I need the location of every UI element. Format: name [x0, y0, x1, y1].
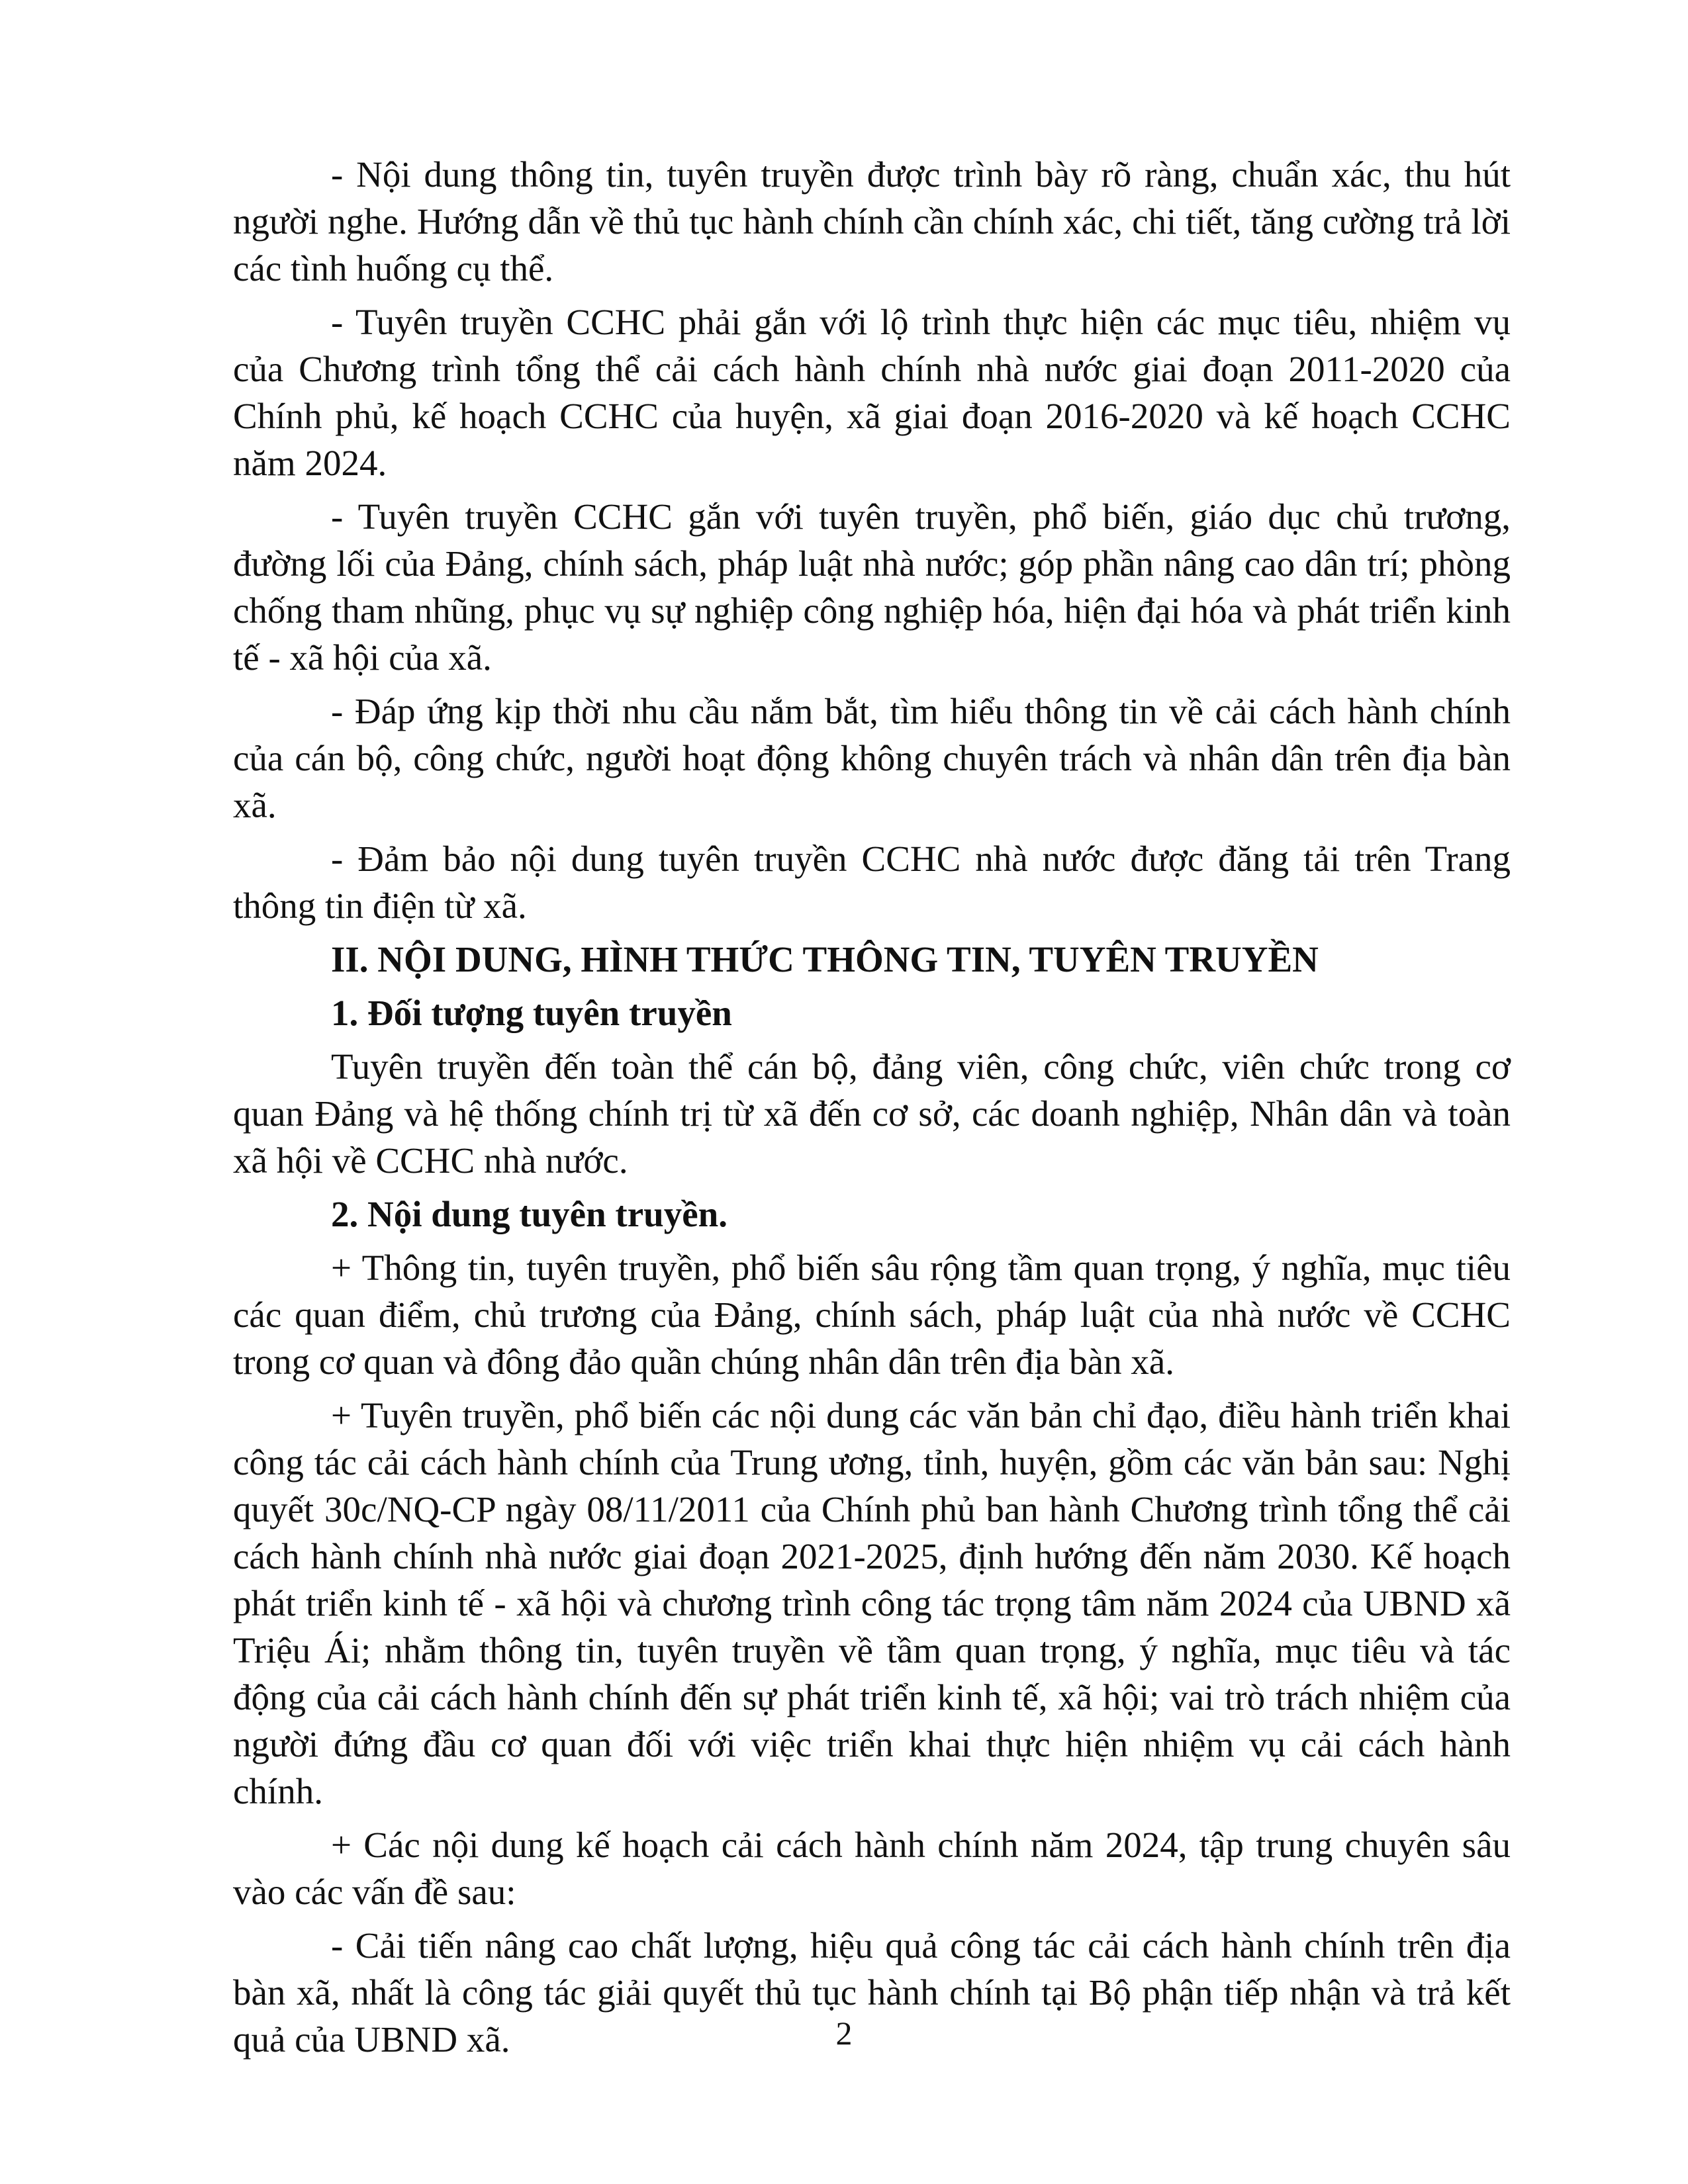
paragraph-quality-improvement: - Cải tiến nâng cao chất lượng, hiệu quả công tác cải cách hành chính trên địa bàn xã, nhất là công tác giải quyết thủ tục hành chính tại Bộ phận tiếp nhận và trả kết quả của UBND xã. [233, 1925, 1511, 2060]
paragraph-information-needs: - Đáp ứng kịp thời nhu cầu nắm bắt, tìm hiểu thông tin về cải cách hành chính của cán bộ, công chức, người hoạt động không chuyên trách và nhân dân trên địa bàn xã. [233, 691, 1511, 825]
subsection-1-heading: 1. Đối tượng tuyên truyền [331, 993, 732, 1033]
document-page [233, 151, 1511, 2070]
paragraph-plan-2024: + Các nội dung kế hoạch cải cách hành chính năm 2024, tập trung chuyên sâu vào các vấn đề sau: [233, 1825, 1511, 1912]
paragraph-content-clarity: - Nội dung thông tin, tuyên truyền được trình bày rõ ràng, chuẩn xác, thu hút người nghe. Hướng dẫn về thủ tục hành chính cần chính xác, chi tiết, tăng cường trả lời các tình huống cụ thể. [233, 154, 1511, 289]
paragraph-website-publication: - Đảm bảo nội dung tuyên truyền CCHC nhà nước được đăng tải trên Trang thông tin điện từ xã. [233, 839, 1511, 926]
paragraph-awareness: + Thông tin, tuyên truyền, phổ biến sâu rộng tầm quan trọng, ý nghĩa, mục tiêu các quan điểm, chủ trương của Đảng, chính sách, pháp luật của nhà nước về CCHC trong cơ quan và đông đảo quần chúng nhân dân trên địa bàn xã. [233, 1248, 1511, 1382]
paragraph-policy-dissemination: - Tuyên truyền CCHC gắn với tuyên truyền, phổ biến, giáo dục chủ trương, đường lối của Đảng, chính sách, pháp luật nhà nước; góp phần nâng cao dân trí; phòng chống tham nhũng, phục vụ sự nghiệp công nghiệp hóa, hiện đại hóa và phát triển kinh tế - xã hội của xã. [233, 496, 1511, 678]
section-heading: II. NỘI DUNG, HÌNH THỨC THÔNG TIN, TUYÊN TRUYỀN [331, 939, 1319, 979]
paragraph-directive-documents: + Tuyên truyền, phổ biến các nội dung các văn bản chỉ đạo, điều hành triển khai công tác cải cách hành chính của Trung ương, tỉnh, huyện, gồm các văn bản sau: Nghị quyết 30c/NQ-CP ngày 08/11/2011 của Chính phủ ban hành Chương trình tổng thể cải cách hành chính nhà nước giai đoạn 2021-2025, định hướng đến năm 2030. Kế hoạch phát triển kinh tế - xã hội và chương trình công tác trọng tâm năm 2024 của UBND xã Triệu Ái; nhằm thông tin, tuyên truyền về tầm quan trọng, ý nghĩa, mục tiêu và tác động của cải cách hành chính đến sự phát triển kinh tế, xã hội; vai trò trách nhiệm của người đứng đầu cơ quan đối với việc triển khai thực hiện nhiệm vụ cải cách hành chính. [233, 1395, 1511, 1811]
page-number: 2 [835, 2015, 853, 2052]
subsection-1-body: Tuyên truyền đến toàn thể cán bộ, đảng viên, công chức, viên chức trong cơ quan Đảng và hệ thống chính trị từ xã đến cơ sở, các doanh nghiệp, Nhân dân và toàn xã hội về CCHC nhà nước. [233, 1046, 1511, 1181]
subsection-2-heading: 2. Nội dung tuyên truyền. [331, 1194, 727, 1234]
paragraph-roadmap-alignment: - Tuyên truyền CCHC phải gắn với lộ trình thực hiện các mục tiêu, nhiệm vụ của Chương trình tổng thể cải cách hành chính nhà nước giai đoạn 2011-2020 của Chính phủ, kế hoạch CCHC của huyện, xã giai đoạn 2016-2020 và kế hoạch CCHC năm 2024. [233, 302, 1511, 483]
